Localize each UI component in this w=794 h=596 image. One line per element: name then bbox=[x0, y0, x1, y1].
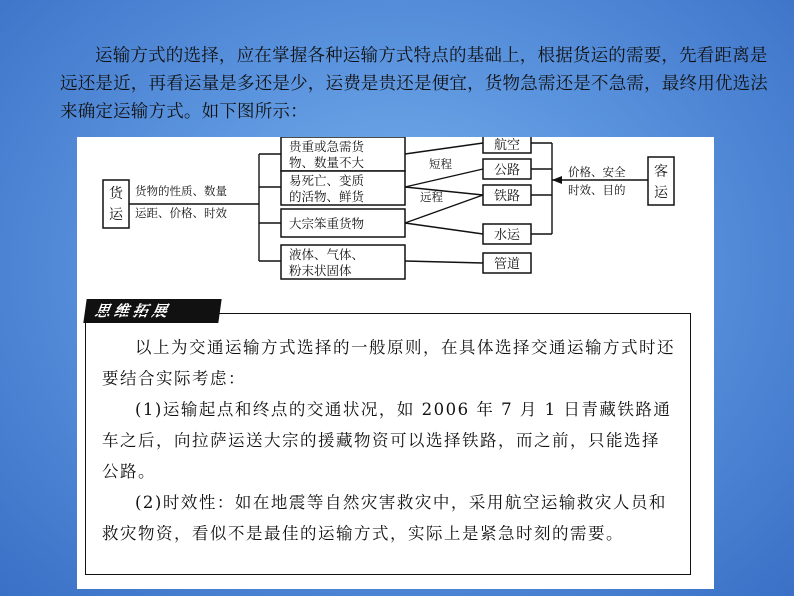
mode-rail-label: 铁路 bbox=[493, 189, 521, 204]
precious-to-air bbox=[405, 143, 483, 154]
mode-water-label: 水运 bbox=[493, 228, 521, 243]
note-paragraph-timeliness: (2)时效性：如在地震等自然灾害救灾中，采用航空运输救灾人员和救灾物资，看似不是最佳的运输方式，实际上是紧急时刻的需要。 bbox=[102, 493, 667, 543]
bulk-to-rail bbox=[405, 195, 483, 223]
passenger-criteria-line-1: 价格、安全 bbox=[568, 165, 626, 179]
transport-choice-diagram bbox=[77, 137, 714, 297]
note-box bbox=[85, 313, 691, 575]
passenger-criteria-line-2: 时效、目的 bbox=[568, 183, 626, 197]
freight-criteria-line-1: 货物的性质、数量 bbox=[135, 184, 227, 198]
mode-road-label: 公路 bbox=[493, 163, 521, 178]
passenger-node-char-2: 运 bbox=[654, 185, 668, 201]
content-panel bbox=[77, 137, 714, 589]
distance-long-label: 远程 bbox=[420, 190, 443, 204]
perishable-to-road bbox=[405, 169, 483, 187]
goods-bulk-label: 大宗笨重货物 bbox=[289, 216, 365, 231]
intro-paragraph: 运输方式的选择，应在掌握各种运输方式特点的基础上，根据货运的需要，先看距离是远还是近，再看运量是多还是少，运费是贵还是便宜，货物急需还是不急需，最终用优选法来确定运输方式。如下图所示： bbox=[60, 46, 768, 122]
passenger-node-char-1: 客 bbox=[654, 164, 668, 180]
goods-fluid-line-1: 液体、气体、 bbox=[289, 247, 365, 262]
distance-short-label: 短程 bbox=[429, 157, 452, 171]
freight-criteria-line-2: 运距、价格、时效 bbox=[135, 206, 227, 220]
mode-pipeline-label: 管道 bbox=[493, 257, 521, 272]
note-paragraph-principle: 以上为交通运输方式选择的一般原则，在具体选择交通运输方式时还要结合实际考虑： bbox=[102, 338, 675, 388]
goods-perishable-line-2: 的活物、鲜货 bbox=[289, 189, 365, 204]
goods-precious-line-1: 贵重或急需货 bbox=[289, 139, 365, 154]
mode-air-label: 航空 bbox=[493, 138, 521, 153]
bulk-to-water bbox=[405, 223, 483, 234]
goods-perishable-line-1: 易死亡、变质 bbox=[289, 173, 365, 188]
note-header: 思维拓展 bbox=[83, 299, 221, 323]
fluid-to-pipeline bbox=[405, 261, 483, 263]
freight-node-char-2: 运 bbox=[109, 207, 123, 223]
goods-fluid-line-2: 粉末状固体 bbox=[289, 263, 352, 278]
perishable-to-rail bbox=[405, 187, 483, 195]
goods-precious-line-2: 物、数量不大 bbox=[289, 155, 365, 170]
freight-node-char-1: 货 bbox=[109, 186, 123, 202]
passenger-arrowhead bbox=[552, 176, 562, 184]
note-paragraph-endpoints: (1)运输起点和终点的交通状况，如 2006 年 7 月 1 日青藏铁路通车之后，向拉萨运送大宗的援藏物资可以选择铁路，而之前，只能选择公路。 bbox=[102, 400, 672, 481]
